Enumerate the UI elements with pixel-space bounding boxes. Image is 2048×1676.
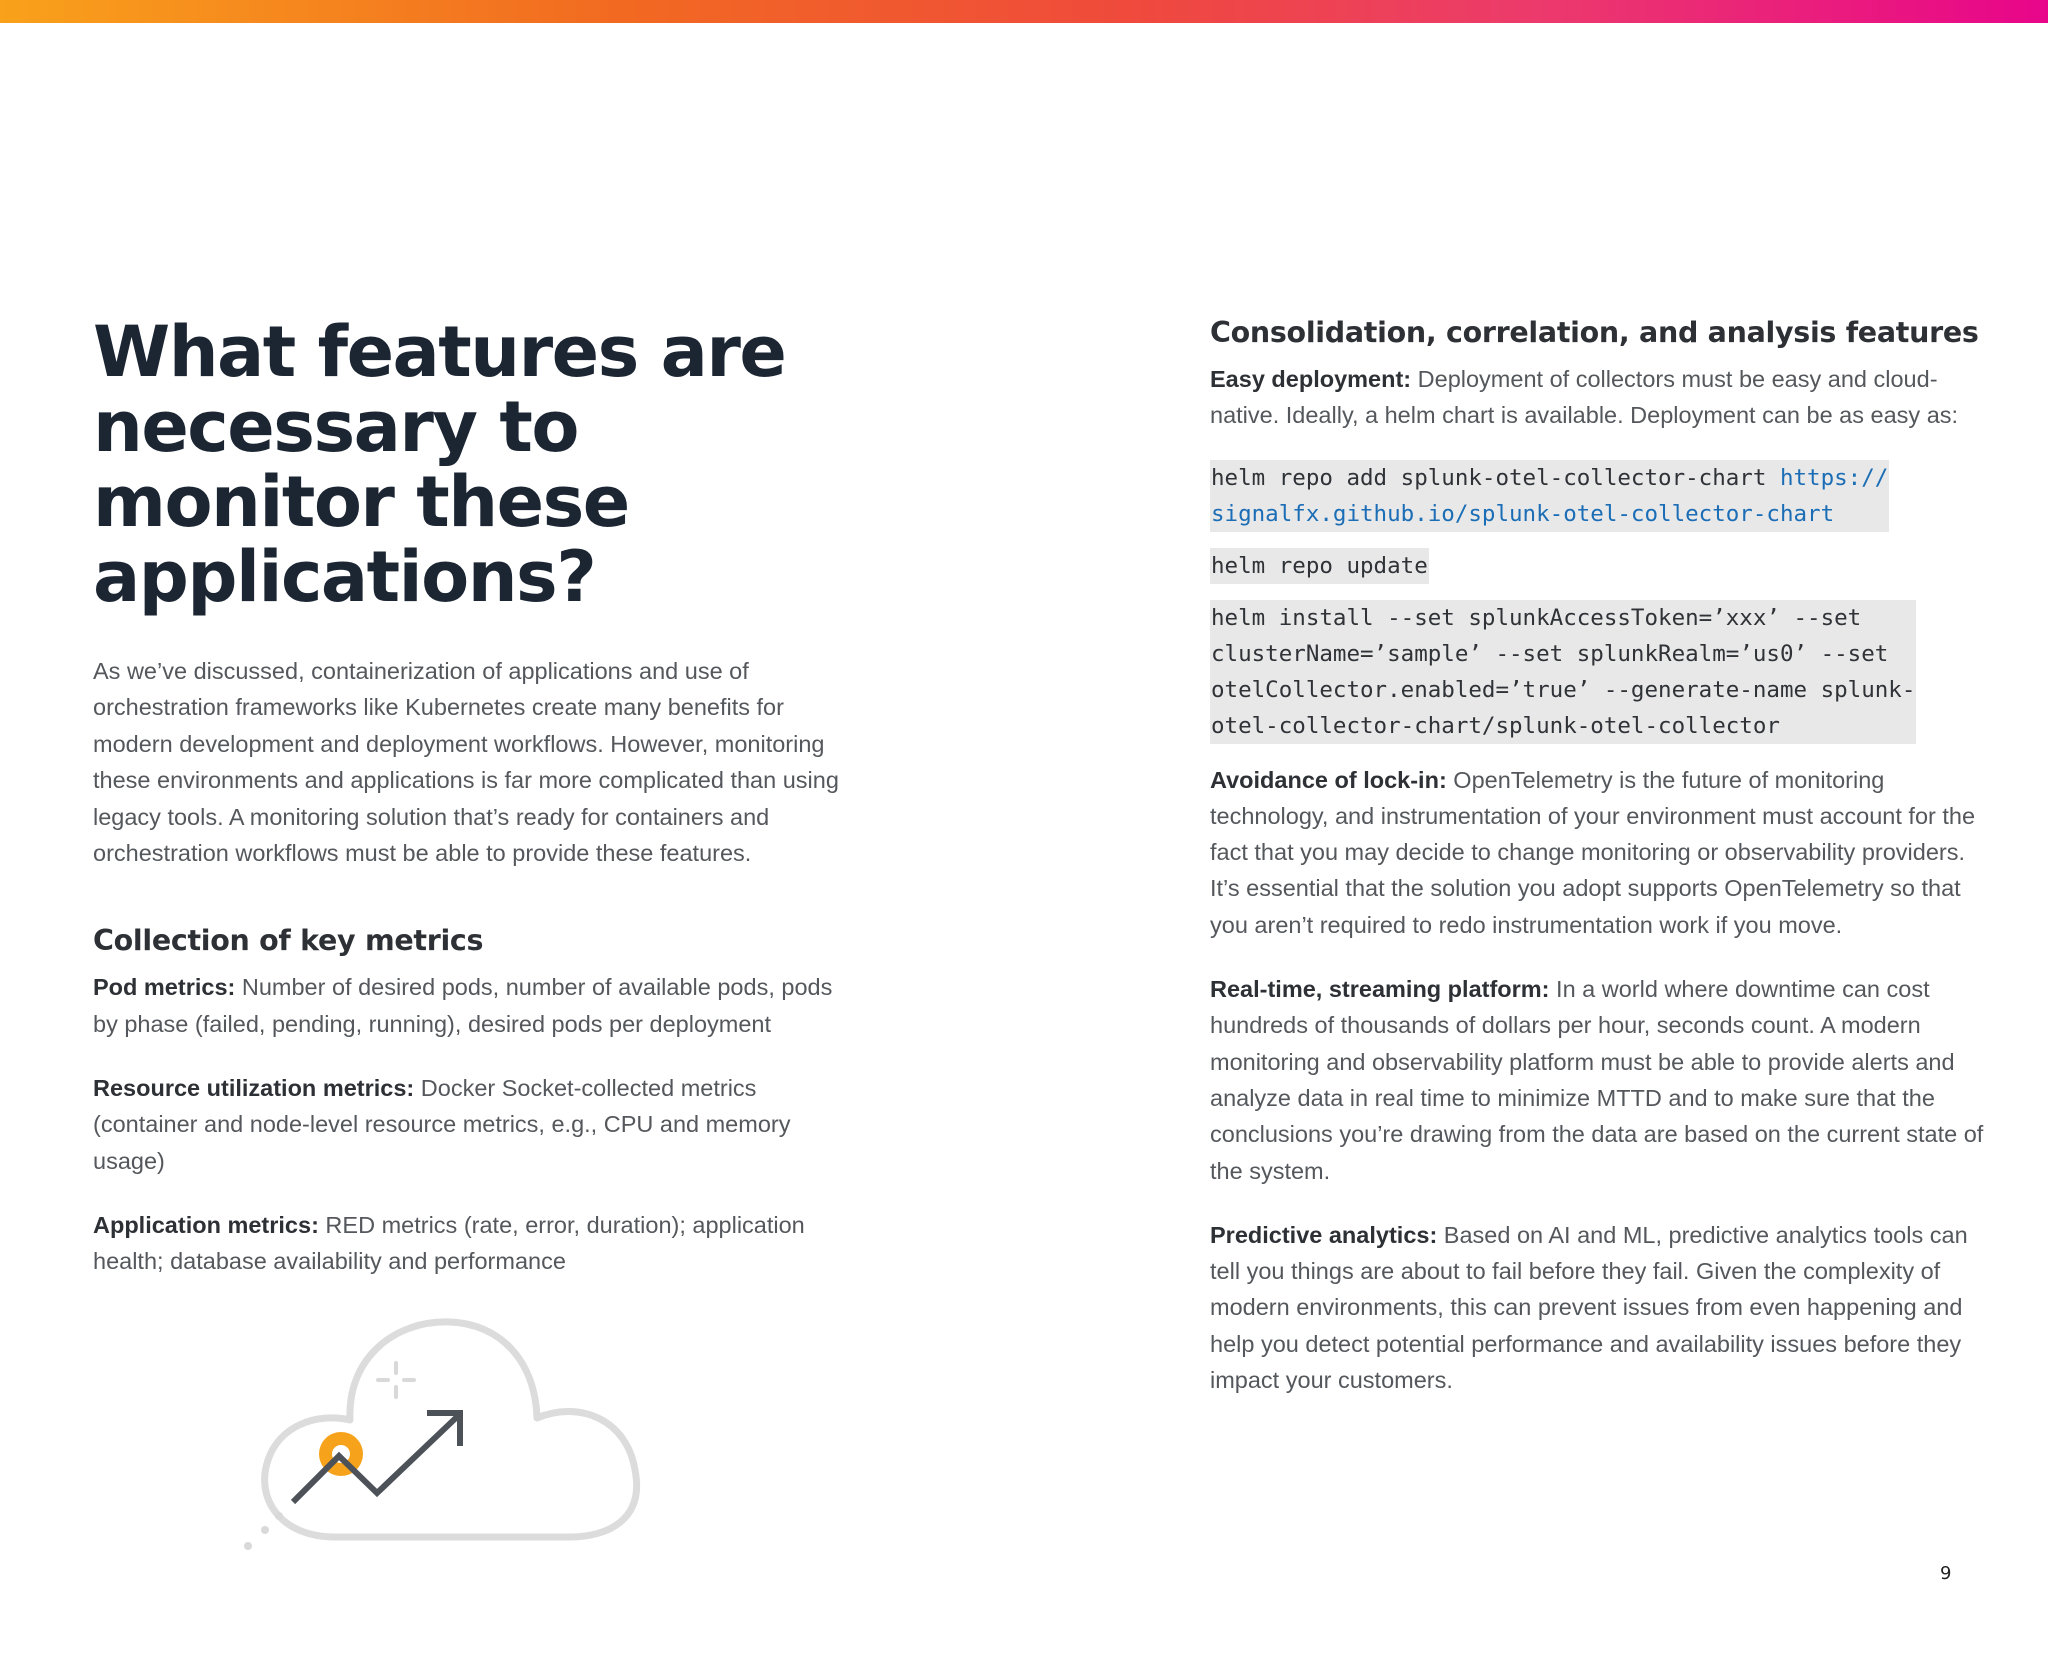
right-column [1210,315,1990,1398]
code-block-helm-install [1210,600,1990,744]
predictive-paragraph [1210,1217,1990,1398]
intro-paragraph: As we’ve discussed, containerization of applications and use of orchestration frameworks like Kubernetes create many benefits for modern development and deployment workflows. However, monitoring these environments and applications is far more complicated than using legacy tools. A monitoring solution that’s ready for containers and orchestration workflows must be able to provide these features. [93,658,839,867]
real-time-paragraph [1210,971,1990,1189]
lock-in-text: OpenTelemetry is the future of monitoring technology, and instrumentation of your environment must account for the fact that you may decide to change monitoring or observability providers. It’s essential that the solution you adopt supports OpenTelemetry so that you aren’t required to redo instrumentation work if you move. [1210,766,1976,938]
pod-metrics-paragraph [93,969,853,1042]
real-time-text: In a world where downtime can cost hundreds of thousands of dollars per hour, seconds count. A modern monitoring and observability platform must be able to provide alerts and analyze data in real time to minimize MTTD and to make sure that the conclusions you’re drawing from the data are based on the current state of the system. [1210,976,1984,1184]
page-title: What features are necessary to monitor these applications? [93,311,786,618]
lock-in-lead: Avoidance of lock-in: [1210,766,1447,793]
pod-metrics-text: Number of desired pods, number of available pods, pods by phase (failed, pending, running), desired pods per deployment [93,974,833,1037]
section-heading-key-metrics: Collection of key metrics [93,924,484,958]
predictive-text: Based on AI and ML, predictive analytics tools can tell you things are about to fail before they fail. Given the complexity of modern environments, this can prevent issues from even happening and help you detect potential performance and availability issues before they impact your customers. [1210,1221,1968,1394]
code-install-line-3: otelCollector.enabled=’true’ --generate-name splunk- [1211,676,1916,703]
code-install-line-2: clusterName=’sample’ --set splunkRealm=’us0’ --set [1211,640,1889,667]
cloud-outline [265,1322,637,1537]
helm-chart-link-continued[interactable]: signalfx.github.io/splunk-otel-collector-chart [1211,500,1835,527]
cloud-trend-icon [235,1280,695,1560]
easy-deployment-text: Deployment of collectors must be easy and cloud-native. Ideally, a helm chart is available. Deployment can be as easy as: [1210,366,1959,429]
left-column [93,311,853,1280]
code-helm-update: helm repo update [1210,548,1429,584]
sparkle-icon [378,1363,414,1397]
code-block-helm-add [1210,460,1990,532]
trend-line-icon [293,1414,460,1502]
code-helm-add-prefix: helm repo add splunk-otel-collector-chart [1211,464,1780,491]
page-number: 9 [1940,1563,1952,1584]
trail-dots [244,1512,283,1550]
brand-gradient-bar [0,0,2048,23]
section-heading-analysis: Consolidation, correlation, and analysis features [1210,316,1979,349]
code-install-line-1: helm install --set splunkAccessToken=’xxx’ --set [1211,604,1862,631]
resource-metrics-text: Docker Socket-collected metrics (container and node-level resource metrics, e.g., CPU and memory usage) [93,1075,791,1174]
application-metrics-paragraph [93,1207,853,1280]
real-time-lead: Real-time, streaming platform: [1210,976,1550,1003]
predictive-lead: Predictive analytics: [1210,1221,1438,1248]
helm-chart-link[interactable]: https:// [1779,464,1889,491]
code-block-helm-update [1210,548,1990,584]
lock-in-paragraph [1210,762,1990,943]
application-metrics-text: RED metrics (rate, error, duration); application health; database availability and performance [93,1211,805,1275]
easy-deployment-lead: Easy deployment: [1210,366,1412,392]
resource-metrics-paragraph [93,1070,853,1179]
code-install-line-4: otel-collector-chart/splunk-otel-collector [1211,712,1780,739]
pod-metrics-lead: Pod metrics: [93,974,236,1001]
easy-deployment-paragraph [1210,361,1990,434]
resource-metrics-lead: Resource utilization metrics: [93,1075,415,1102]
application-metrics-lead: Application metrics: [93,1211,319,1238]
